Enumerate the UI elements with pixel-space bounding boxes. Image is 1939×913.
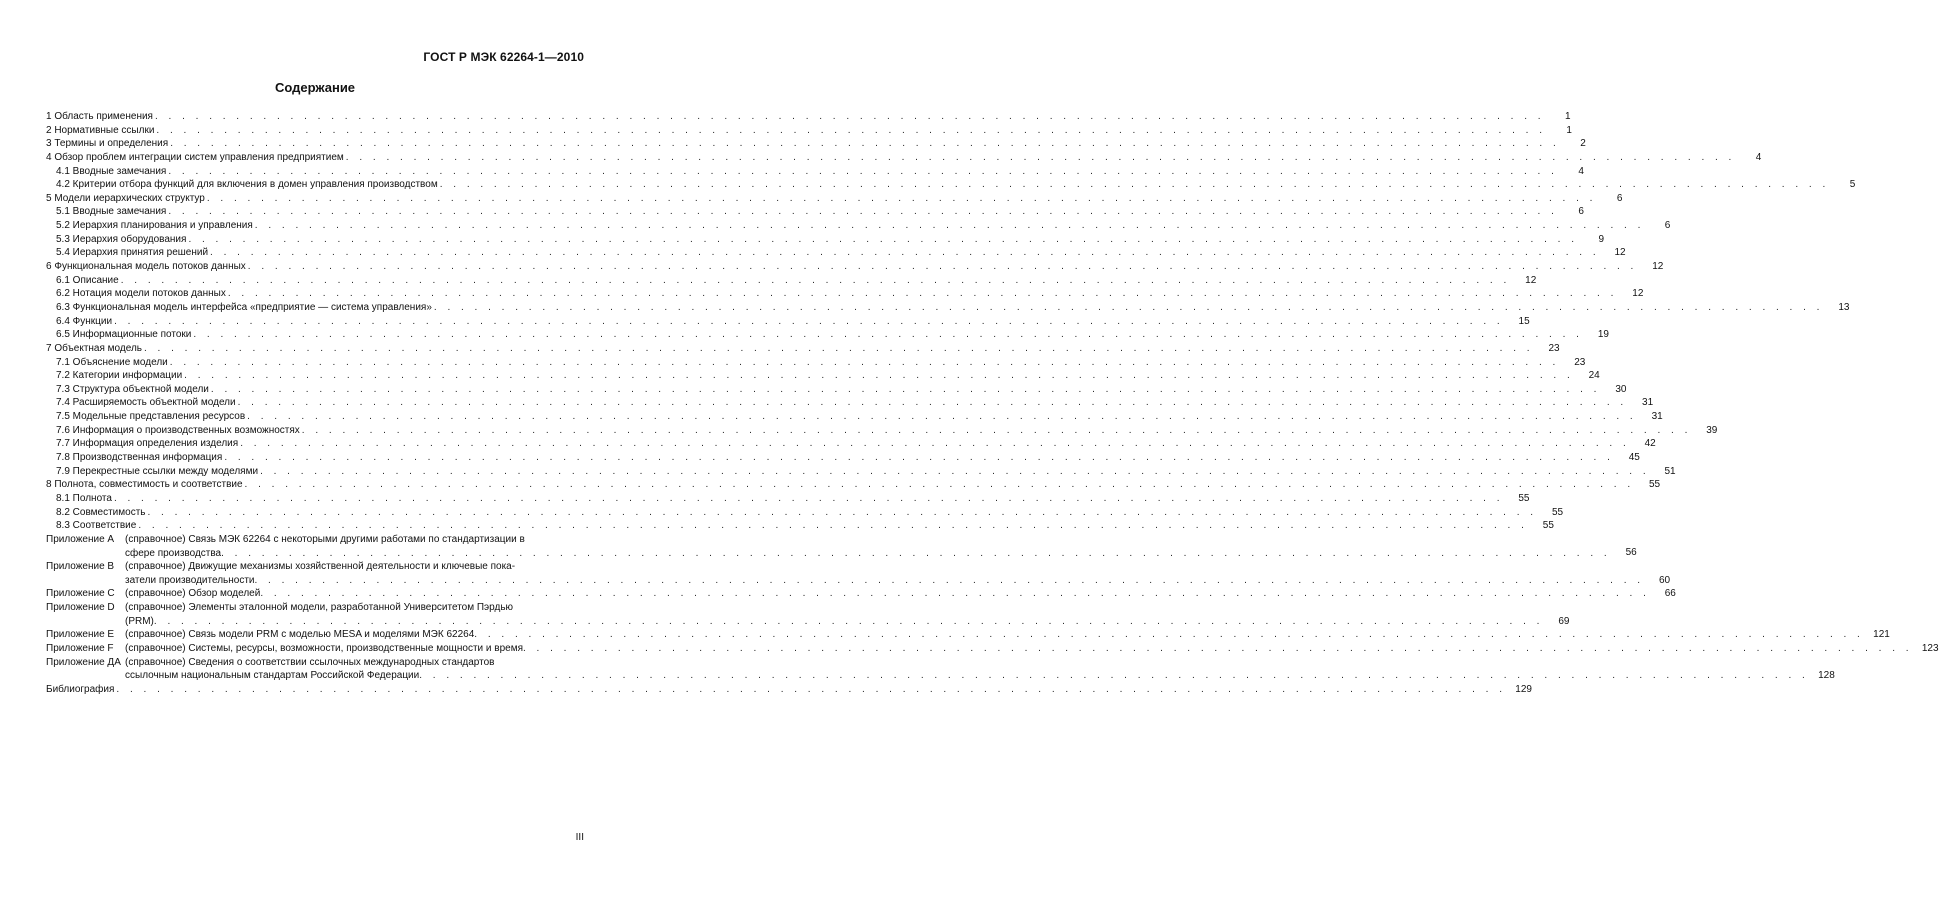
appendix-title: [125, 601, 1543, 628]
toc-entry-label: 7.9 Перекрестные ссылки между моделями: [56, 465, 259, 477]
toc-entry[interactable]: [46, 465, 1676, 479]
toc-entry-bibliography[interactable]: [46, 683, 1532, 697]
appendix-title: [125, 628, 1864, 642]
appendix-title-line: (справочное) Элементы эталонной модели, разработанной Университетом Пэрдью: [125, 602, 514, 614]
dot-leader: [260, 587, 1650, 601]
toc-entry-page: 31: [1642, 397, 1654, 409]
appendix-title: [125, 656, 1809, 683]
toc-entry-page: 129: [1515, 683, 1532, 695]
toc-entry-label: 4.1 Вводные замечания: [56, 165, 167, 177]
dot-leader: [188, 233, 1578, 247]
dot-leader: [248, 260, 1638, 274]
toc-entry-page: 1: [1564, 110, 1571, 122]
appendix-prefix: Приложение B: [46, 561, 115, 573]
toc-entry-page: 66: [1664, 588, 1676, 600]
toc-entry-label: 7.7 Информация определения изделия: [56, 438, 239, 450]
toc-entry-label: 4 Обзор проблем интеграции систем управления предприятием: [46, 151, 344, 163]
toc-entry[interactable]: [46, 274, 1537, 288]
toc-entry-label: 2 Нормативные ссылки: [46, 124, 155, 136]
toc-appendix-entry[interactable]: [46, 533, 1637, 560]
toc-appendix-entry[interactable]: [46, 560, 1671, 587]
toc-entry-page: 23: [1574, 356, 1586, 368]
toc-entry-page: 9: [1598, 233, 1604, 245]
appendix-prefix: Приложение ДА: [46, 656, 121, 668]
toc-entry-label: 5.1 Вводные замечания: [56, 206, 167, 218]
toc-entry[interactable]: [46, 383, 1627, 397]
toc-entry-page: 39: [1706, 424, 1718, 436]
toc-entry-page: 23: [1548, 342, 1560, 354]
toc-entry[interactable]: [46, 124, 1572, 138]
toc-entry-label: 5.3 Иерархия оборудования: [56, 233, 187, 245]
toc-entry-page: 6: [1616, 192, 1623, 204]
dot-leader: [255, 574, 1645, 588]
toc-entry[interactable]: [46, 410, 1663, 424]
appendix-title: [125, 642, 1913, 656]
dot-leader: [168, 205, 1558, 219]
toc-entry-label: 1 Область применения: [46, 110, 153, 122]
dot-leader: [154, 615, 1544, 629]
dot-leader: [238, 396, 1628, 410]
appendix-prefix: Приложение F: [46, 643, 114, 655]
toc-entry[interactable]: [46, 178, 1856, 192]
toc-entry-label: 7 Объектная модель: [46, 342, 142, 354]
dot-leader: [260, 465, 1650, 479]
toc-entry-label: Библиография: [46, 683, 115, 695]
toc-entry-page: 60: [1658, 574, 1671, 586]
toc-entry[interactable]: [46, 110, 1571, 124]
appendix-title-line: сфере производства: [125, 547, 222, 559]
dot-leader: [144, 342, 1534, 356]
toc-entry-page: 12: [1652, 261, 1664, 273]
toc-entry[interactable]: [46, 287, 1644, 301]
appendix-title-line: ссылочным национальным стандартам Российской Федерации: [125, 670, 420, 682]
appendix-title-line: (справочное) Движущие механизмы хозяйственной деятельности и ключевые пока-: [125, 561, 516, 573]
toc-entry-label: 8 Полнота, совместимость и соответствие: [46, 479, 243, 491]
dot-leader: [170, 137, 1560, 151]
toc-entry[interactable]: [46, 478, 1661, 492]
toc-appendix-entry[interactable]: [46, 601, 1570, 628]
toc-entry[interactable]: [46, 519, 1554, 533]
appendix-title-line: (справочное) Обзор моделей: [125, 588, 261, 600]
dot-leader: [245, 478, 1635, 492]
page-title: Содержание: [274, 80, 356, 95]
toc-entry-page: 128: [1818, 670, 1835, 682]
toc-entry-page: 45: [1628, 452, 1640, 463]
toc-entry-label: 6.1 Описание: [56, 274, 119, 286]
toc-entry[interactable]: [46, 192, 1623, 206]
toc-entry-label: 7.6 Информация о производственных возможностях: [56, 424, 300, 436]
toc-entry[interactable]: [46, 328, 1609, 342]
toc-entry-label: 7.5 Модельные представления ресурсов: [56, 411, 246, 423]
dot-leader: [255, 219, 1645, 233]
toc-entry-page: 55: [1551, 506, 1564, 518]
toc-entry-page: 42: [1644, 438, 1656, 450]
toc-entry-page: 24: [1588, 370, 1600, 382]
toc-entry-label: 6.5 Информационные потоки: [56, 329, 192, 341]
toc-entry-page: 31: [1651, 411, 1663, 423]
toc-entry-label: 7.3 Структура объектной модели: [56, 383, 209, 395]
document-code: ГОСТ Р МЭК 62264-1—2010: [423, 50, 584, 64]
dot-leader: [440, 178, 1830, 192]
toc-entry-page: 12: [1632, 288, 1644, 300]
dot-leader: [240, 437, 1630, 451]
toc-entry[interactable]: [46, 315, 1530, 329]
dot-leader: [221, 547, 1611, 561]
dot-leader: [116, 683, 1506, 697]
dot-leader: [168, 165, 1558, 179]
toc-entry[interactable]: [46, 396, 1654, 410]
table-of-contents: [46, 110, 1939, 697]
toc-entry[interactable]: [46, 151, 1762, 165]
toc-entry[interactable]: [46, 506, 1564, 520]
dot-leader: [156, 124, 1546, 138]
toc-entry-label: 4.2 Критерии отбора функций для включения в домен управления производством: [56, 179, 438, 191]
dot-leader: [211, 383, 1601, 397]
toc-entry[interactable]: [46, 437, 1656, 451]
dot-leader: [121, 274, 1511, 288]
toc-entry-page: 55: [1518, 492, 1530, 504]
toc-entry-label: 5.2 Иерархия планирования и управления: [56, 220, 253, 232]
toc-entry-label: 7.2 Категории информации: [56, 370, 183, 382]
toc-entry-label: 8.1 Полнота: [56, 492, 112, 504]
dot-leader: [247, 410, 1637, 424]
toc-entry[interactable]: [46, 424, 1718, 438]
appendix-prefix: Приложение A: [46, 533, 115, 545]
dot-leader: [419, 669, 1809, 683]
toc-entry-page: 4: [1578, 165, 1584, 177]
appendix-prefix: Приложение E: [46, 629, 115, 641]
toc-appendix-entry[interactable]: [46, 656, 1835, 683]
toc-entry-label: 6 Функциональная модель потоков данных: [46, 261, 246, 273]
toc-entry-page: 56: [1625, 547, 1637, 559]
toc-entry-page: 13: [1838, 301, 1850, 313]
dot-leader: [207, 192, 1597, 206]
dot-leader: [193, 328, 1583, 342]
appendix-title: [125, 587, 1650, 601]
dot-leader: [210, 246, 1600, 260]
appendix-title-line: (справочное) Системы, ресурсы, возможности, производственные мощности и время: [125, 643, 523, 655]
dot-leader: [224, 451, 1614, 465]
toc-entry-page: 6: [1664, 220, 1671, 232]
toc-appendix-entry[interactable]: [46, 587, 1676, 601]
toc-entry-page: 30: [1615, 383, 1627, 395]
appendix-title-line: (справочное) Связь МЭК 62264 с некоторыми другими работами по стандартизации в: [125, 533, 525, 545]
dot-leader: [170, 356, 1560, 370]
toc-entry[interactable]: [46, 451, 1640, 465]
toc-entry-page: 69: [1558, 615, 1570, 627]
toc-entry-label: 7.4 Расширяемость объектной модели: [56, 397, 236, 409]
toc-appendix-entry[interactable]: [46, 642, 1939, 656]
toc-entry-label: 5 Модели иерархических структур: [46, 192, 205, 204]
toc-entry-label: 6.4 Функции: [56, 315, 113, 327]
dot-leader: [523, 642, 1913, 656]
toc-entry[interactable]: [46, 260, 1664, 274]
toc-entry-label: 6.2 Нотация модели потоков данных: [56, 288, 226, 300]
toc-entry-page: 19: [1597, 329, 1609, 341]
dot-leader: [148, 506, 1538, 520]
toc-entry-page: 5: [1849, 179, 1856, 191]
toc-entry-page: 12: [1614, 247, 1626, 259]
toc-entry-page: 6: [1578, 206, 1584, 218]
toc-entry[interactable]: [46, 492, 1530, 506]
appendix-title-line: (справочное) Связь модели PRM с моделью MESA и моделями МЭК 62264: [125, 629, 475, 641]
dot-leader: [155, 110, 1545, 124]
toc-entry-label: 3 Термины и определения: [46, 138, 169, 150]
dot-leader: [114, 315, 1504, 329]
appendix-title: [125, 533, 1611, 560]
toc-entry[interactable]: [46, 301, 1850, 315]
dot-leader: [114, 492, 1504, 506]
toc-entry-page: 15: [1518, 315, 1530, 327]
toc-entry-page: 1: [1566, 124, 1572, 136]
toc-entry-label: 8.2 Совместимость: [56, 506, 146, 518]
appendix-prefix: Приложение D: [46, 602, 115, 614]
toc-entry[interactable]: [46, 233, 1604, 247]
toc-entry-page: 51: [1664, 465, 1676, 477]
appendix-title: [125, 560, 1644, 587]
dot-leader: [302, 424, 1692, 438]
dot-leader: [346, 151, 1736, 165]
toc-entry[interactable]: [46, 356, 1586, 370]
toc-entry-label: 8.3 Соответствие: [56, 520, 137, 532]
dot-leader: [434, 301, 1824, 315]
toc-entry-page: 121: [1873, 629, 1890, 641]
toc-entry-label: 7.8 Производственная информация: [56, 452, 223, 463]
toc-entry-page: 12: [1525, 274, 1537, 286]
toc-entry[interactable]: [46, 219, 1671, 233]
toc-entry-page: 55: [1542, 520, 1554, 532]
toc-appendix-entry[interactable]: [46, 628, 1890, 642]
toc-entry-page: 4: [1755, 151, 1762, 163]
appendix-title-line: (справочное) Сведения о соответствии ссылочных международных стандартов: [125, 656, 495, 668]
toc-entry[interactable]: [46, 205, 1584, 219]
toc-entry-page: 2: [1580, 138, 1586, 150]
appendix-title-line: затели производительности: [125, 574, 255, 586]
toc-entry[interactable]: [46, 342, 1560, 356]
page-number: III: [575, 832, 584, 843]
dot-leader: [138, 519, 1528, 533]
toc-entry[interactable]: [46, 246, 1626, 260]
appendix-title-line: (PRM): [125, 615, 154, 627]
toc-entry[interactable]: [46, 137, 1586, 151]
appendix-prefix: Приложение C: [46, 588, 115, 600]
toc-entry-label: 6.3 Функциональная модель интерфейса «предприятие — система управления»: [56, 301, 432, 313]
toc-entry[interactable]: [46, 369, 1600, 383]
toc-entry[interactable]: [46, 165, 1584, 179]
dot-leader: [474, 628, 1864, 642]
toc-entry-page: 123: [1921, 643, 1939, 655]
toc-entry-label: 5.4 Иерархия принятия решений: [56, 247, 209, 259]
dot-leader: [228, 287, 1618, 301]
dot-leader: [184, 369, 1574, 383]
toc-entry-label: 7.1 Объяснение модели: [56, 356, 168, 368]
toc-entry-page: 55: [1648, 479, 1661, 491]
